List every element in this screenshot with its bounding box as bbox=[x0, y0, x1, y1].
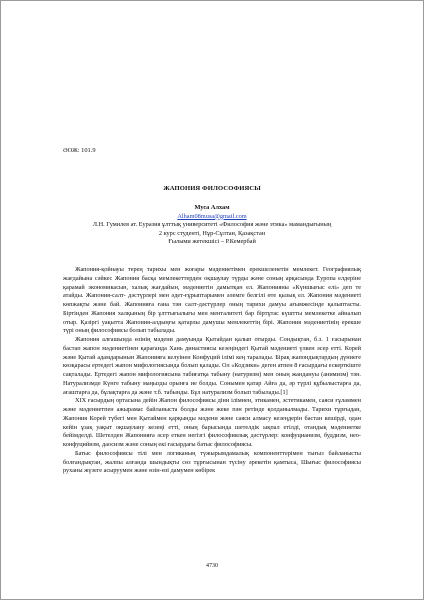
author-supervisor: Ғылыми жетекшісі – Р.Кемербай bbox=[168, 238, 256, 246]
page-number: 4730 bbox=[206, 563, 218, 569]
body-paragraph-2: Жапония алғашында өзінің мәдени дамуында Қытайдан қалып отырды. Сондықтан, б.з. 1 ғасырынан бастап жапон мәдениетінен қарағанда Хань династиясы кезеңіндегі Қытай мәдениеті үлкен әсер етті. Корей және Қытай адамдарынын Жапонияға келуінен Конфуций ілімі кең таралады. Бірақ жапондықтардың дүниеге көзқарасы ертедегі жапон мифологиясында болып қалады. Ол «Кодзики» деген атпен 8 ғасырдағы ескерткіште сақталады. Ертедегі жапон мифологиясына табиғатқа табыну (натуризм) мен оның жандануы (анимизм) тән. Натурализмде Күнге табыну маңызды орынға ие болды. Сонымен қатар Айға да, әр түрлі құбылыстарға да, ағаштарға да, бұлақтарға да және т.б. табынды. Бұл натурализм болып табылады.[1] bbox=[63, 336, 361, 396]
udk-code: ӘОЖ: 101.9 bbox=[63, 147, 96, 154]
article-title: ЖАПОНИЯ ФИЛОСОФИЯСЫ bbox=[163, 185, 261, 192]
author-study: 2 курс студенті, Нұр-Сұлтан, Қазақстан bbox=[158, 229, 266, 237]
author-email-line bbox=[61, 213, 363, 222]
article-body bbox=[63, 266, 361, 476]
author-block bbox=[61, 204, 363, 247]
author-affiliation: Л.Н. Гумилев ат. Еуразия ұлттық университеті «Философия және этика» мамандығының bbox=[92, 221, 332, 229]
body-paragraph-4: Батыс философиясы тілі мен логиканың түжырымдамалық компоненттерімен тығыз байланысты болғандықтан, жалпы алғанда шындықты сөз тұрғысынан түсіну әрекетін қамтыса, Шығыс философиясы руханы жүзеге асыруумен және өзін-өзі дамумен көбірек bbox=[63, 449, 361, 475]
body-paragraph-3: XIX ғасырдың ортасына дейін Жапон философиясы діни ілімнен, этикамен, эстетикамен, саяси ғұламмен және мәдениетпен ажырамас байланыста болды және жеке пән ретінде қолданылмады. Тарихи тұрғыдан, Жапония Корей түбегі мен Қытаймен қарқынды мәдени және саяси алмасу кезеңдерін бастан кешірді, одан кейін ұзақ уақыт оқшаулану кезеңі етті, оның барысында шетелдік ықпал етілді, отандық мәдениетке бейімделді. Шетелден Жапонияға әсер еткен негізгі философиялық дәстүрлер: конфуцианизм, буддизм, нео-конфуцийизм, даосизм және соның екі ғасырдағы батыс философиясы. bbox=[63, 397, 361, 448]
author-name: Муса Алхам bbox=[194, 204, 230, 211]
body-paragraph-1: Жапония-қойнауы терең тарихы мен жоғары мәдениетімен ерекшеленетін мемлекет. Географиялық жағдайына сәйкес Жапония басқа мемлекеттерден оқшаулау түрды және соның арқасында Еуропа елдеріне қарамай экономикасын, халық жағдайын, мәдениетін дамытқан ел. Жапонияны «Күншығыс елі» деп те атайды. Жапония-салт- дәстүрлері мен әдет-ғұрыптарымен әлемге белгілі өте қызық ел. Жапония мәдениеті көпжақты және бай. Жапонияға ғана тән салт-дәстүрлер оның тарихи дамуы ағымжесінде қалыптасты. Біртінден Жапония халқының бір ұлттығылығы мен менталитеті бар біртұтас күштты мемлекетке айналып отыр. Қазіргі уақытта Жапония-алдыңғы қатарлы дамушы мемлекеттің бірі. Жапония мәдениетінің ерекше түрі оның философиясы болып табылады. bbox=[63, 266, 361, 335]
author-email-link[interactable]: Alham08musa@gmail.com bbox=[177, 212, 247, 220]
